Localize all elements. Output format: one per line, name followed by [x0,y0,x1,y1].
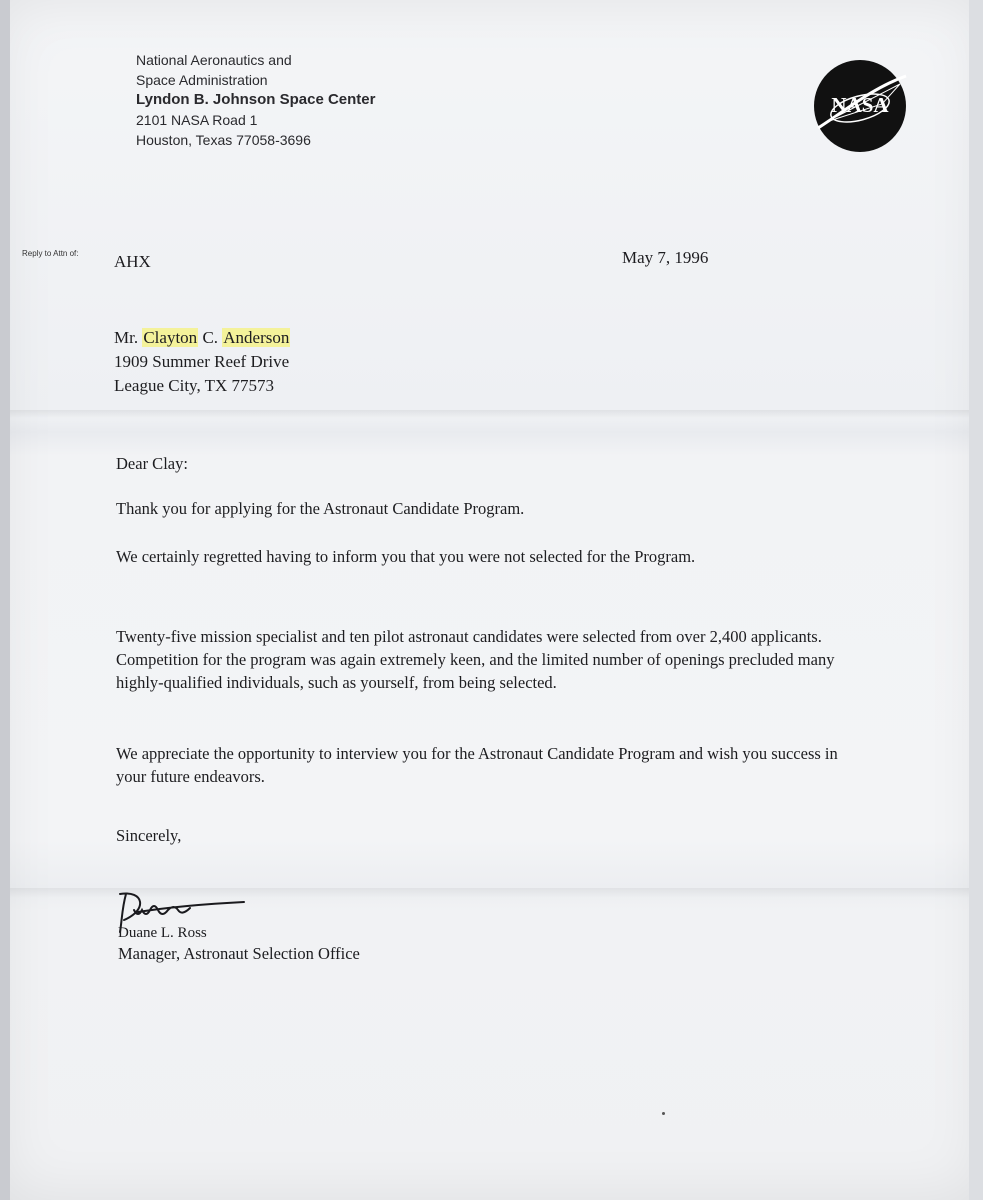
recipient-city: League City, TX 77573 [114,376,275,395]
recipient-first-name: Clayton [143,328,198,347]
recipient-middle: C. [202,328,219,347]
paragraph-3: Twenty-five mission specialist and ten pilot astronaut candidates were selected from over 2,400 applicants. Competition for the program was again extremely keen, and the limited number of openings precluded many highly-qualified individuals, such as yourself, from being selected. [116,627,835,692]
recipient-title: Mr. [114,328,139,347]
agency-line-1: National Aeronautics and [136,52,292,68]
paper-speck [662,1112,665,1115]
letter-date: May 7, 1996 [622,248,709,267]
signatory-title: Manager, Astronaut Selection Office [118,944,360,963]
reply-code: AHX [114,252,151,271]
fold-line [10,410,969,418]
nasa-logo-text: NASA [831,93,889,117]
paper-edge-left [0,0,10,1200]
paragraph-2: We certainly regretted having to inform you that you were not selected for the Program. [116,547,696,566]
center-name: Lyndon B. Johnson Space Center [136,91,376,108]
paragraph-4: We appreciate the opportunity to interview you for the Astronaut Candidate Program and wish you success in your future endeavors. [116,744,838,786]
recipient-street: 1909 Summer Reef Drive [114,352,290,371]
nasa-meatball-logo-icon [812,58,908,154]
closing: Sincerely, [116,826,182,845]
paper-edge-right [969,0,983,1200]
signatory-name: Duane L. Ross [118,925,207,941]
paragraph-1: Thank you for applying for the Astronaut Candidate Program. [116,499,525,518]
center-street: 2101 NASA Road 1 [136,112,258,128]
salutation: Dear Clay: [116,454,188,473]
recipient-address [114,326,290,398]
letterhead [136,50,375,150]
recipient-name-line [114,326,290,350]
recipient-last-name: Anderson [223,328,290,347]
reply-to-label: Reply to Attn of: [22,249,79,258]
center-city: Houston, Texas 77058-3696 [136,132,311,148]
agency-line-2: Space Administration [136,72,268,88]
